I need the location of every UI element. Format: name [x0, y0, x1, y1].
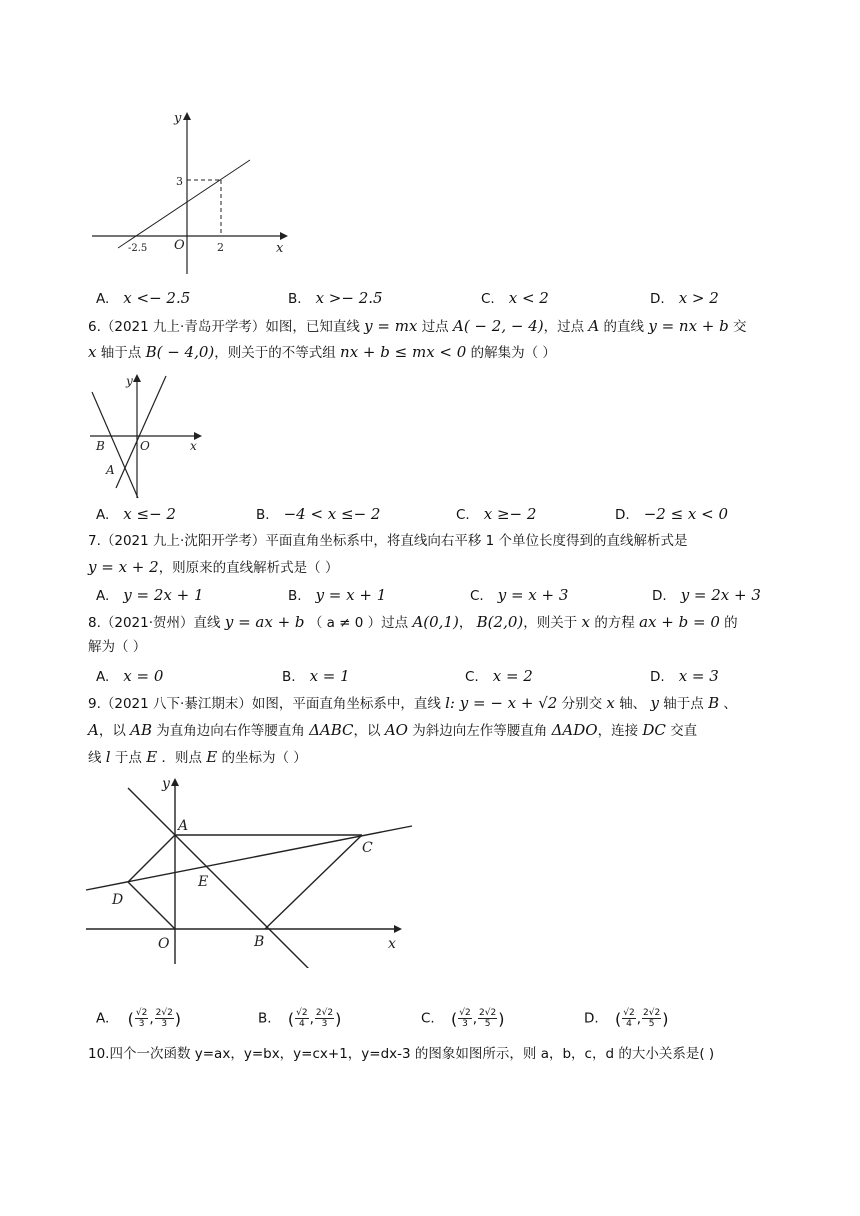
- q5-tick-3: 3: [176, 175, 183, 188]
- q7-option-d[interactable]: D. y = 2x + 3: [652, 586, 761, 604]
- q5-graph: [88, 108, 288, 278]
- q6-stem-line2: x 轴于点 B( − 4,0)，则关于的不等式组 nx + b ≤ mx < 0 的解集为（ ）: [88, 343, 556, 361]
- q8-stem-line1: 8.（2021·贺州）直线 y = ax + b （ a ≠ 0 ）过点 A(0,1)， B(2,0)，则关于 x 的方程 ax + b = 0 的: [88, 613, 738, 631]
- q5-y-label: y: [174, 111, 182, 126]
- q6-y-label: y: [126, 374, 133, 388]
- q8-option-c[interactable]: C. x = 2: [465, 667, 533, 685]
- q6-graph: [86, 370, 206, 500]
- q9-stem-line1: 9.（2021 八下·綦江期末）如图，平面直角坐标系中，直线 l: y = − x + √2 分别交 x 轴、 y 轴于点 B 、: [88, 694, 737, 712]
- q9-option-c[interactable]: C. ( $\frac{√2}{3}$ , $\frac{2√2}{5}$ ): [421, 1008, 505, 1029]
- q8-option-b[interactable]: B. x = 1: [282, 667, 350, 685]
- q6-point-a: A: [106, 463, 115, 477]
- q5-tick-neg: -2.5: [128, 243, 148, 254]
- q7-stem-line1: 7.（2021 九上·沈阳开学考）平面直角坐标系中，将直线向右平移 1 个单位长度得到的直线解析式是: [88, 533, 688, 549]
- q10-stem: 10.四个一次函数 y=ax，y=bx，y=cx+1，y=dx-3 的图象如图所示，则 a，b，c，d 的大小关系是( ): [88, 1046, 715, 1062]
- q5-tick-2: 2: [217, 241, 224, 254]
- q6-stem-line1: 6.（2021 九上·青岛开学考）如图，已知直线 y = mx 过点 A( − 2, − 4)，过点 A 的直线 y = nx + b 交: [88, 317, 747, 335]
- q7-option-a[interactable]: A. y = 2x + 1: [96, 586, 204, 604]
- q5-option-b[interactable]: B. x >− 2.5: [288, 289, 383, 307]
- q9-origin: O: [158, 936, 170, 952]
- q9-stem-line3: 线 l 于点 E ．则点 E 的坐标为（ ）: [88, 748, 307, 766]
- q8-option-d[interactable]: D. x = 3: [650, 667, 719, 685]
- q6-origin: O: [140, 439, 150, 453]
- q6-option-c[interactable]: C. x ≥− 2: [456, 505, 537, 523]
- q5-origin-label: O: [174, 238, 185, 253]
- q9-graph: [84, 772, 414, 968]
- q7-option-c[interactable]: C. y = x + 3: [470, 586, 569, 604]
- q9-option-a[interactable]: A. ( $\frac{√2}{3}$ , $\frac{2√2}{3}$ ): [96, 1008, 182, 1029]
- q6-x-label: x: [190, 439, 197, 453]
- q9-option-b[interactable]: B. ( $\frac{√2}{4}$ , $\frac{2√2}{3}$ ): [258, 1008, 342, 1029]
- q5-option-c[interactable]: C. x < 2: [481, 289, 549, 307]
- q8-stem-line2: 解为（ ）: [88, 639, 147, 655]
- q9-option-d[interactable]: D. ( $\frac{√2}{4}$ , $\frac{2√2}{5}$ ): [584, 1008, 669, 1029]
- q9-point-a: A: [178, 818, 189, 834]
- q5-option-a[interactable]: A. x <− 2.5: [96, 289, 191, 307]
- q8-option-a[interactable]: A. x = 0: [96, 667, 164, 685]
- q9-point-b: B: [254, 934, 265, 950]
- q9-y-label: y: [162, 776, 170, 792]
- q5-option-d[interactable]: D. x > 2: [650, 289, 719, 307]
- q7-option-b[interactable]: B. y = x + 1: [288, 586, 387, 604]
- q9-stem-line2: A，以 AB 为直角边向右作等腰直角 ΔABC，以 AO 为斜边向左作等腰直角 ΔADO，连接 DC 交直: [88, 721, 698, 739]
- q6-option-b[interactable]: B. −4 < x ≤− 2: [256, 505, 381, 523]
- q9-x-label: x: [388, 936, 396, 952]
- q7-stem-line2: y = x + 2，则原来的直线解析式是（ ）: [88, 558, 339, 576]
- q9-point-c: C: [362, 840, 373, 856]
- q9-point-d: D: [112, 892, 124, 908]
- q5-x-label: x: [276, 241, 284, 256]
- q6-point-b: B: [96, 439, 105, 453]
- q6-option-d[interactable]: D. −2 ≤ x < 0: [615, 505, 729, 523]
- q6-option-a[interactable]: A. x ≤− 2: [96, 505, 176, 523]
- q9-point-e: E: [198, 874, 209, 890]
